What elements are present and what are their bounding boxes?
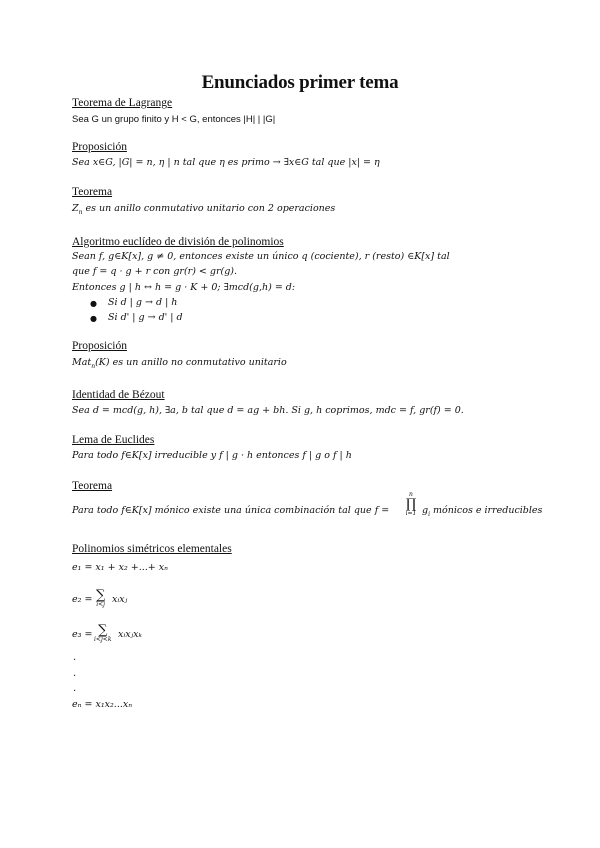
euclidean-bullet-2: Si d' | g → d' | d <box>108 312 183 323</box>
product-symbol: ∏ <box>405 497 417 512</box>
e3-sum-index: i<j<k <box>94 636 112 643</box>
e2-lhs: e₂ = <box>72 594 93 605</box>
en-formula: eₙ = x₁x₂...xₙ <box>72 699 133 710</box>
e1-formula: e₁ = x₁ + x₂ +...+ xₙ <box>72 562 168 573</box>
euclidean-algorithm-line-3: Entonces g | h ↔ h = g · K + 0; ∃mcd(g,h) = d: <box>72 282 296 293</box>
e2-sum-symbol: ∑ <box>96 588 106 603</box>
symmetric-polynomials-heading: Polinomios simétricos elementales <box>72 543 232 555</box>
bezout-statement: Sea d = mcd(g, h), ∃a, b tal que d = ag + bh. Si g, h coprimos, mdc = f, gr(f) = 0. <box>72 405 464 416</box>
ellipsis-dot: . <box>73 683 77 694</box>
e2-sum-index: i<j <box>96 601 106 608</box>
e3-sum-symbol: ∑ <box>98 623 108 638</box>
proposition-2-heading: Proposición <box>72 340 127 352</box>
e3-lhs: e₃ = <box>72 629 93 640</box>
lagrange-heading: Teorema de Lagrange <box>72 97 173 109</box>
theorem-1-text: es un anillo conmutativo unitario con 2 operaciones <box>85 203 336 214</box>
euclidean-algorithm-line-2: que f = q · g + r con gr(r) < gr(g). <box>72 266 238 277</box>
theorem-2-tail <box>422 505 542 518</box>
e3-sum-operator <box>94 624 111 643</box>
proposition-2-subscript: n <box>91 363 96 370</box>
proposition-2-symbol: Mat <box>72 357 92 368</box>
bullet-icon: ● <box>90 314 97 323</box>
e3-rhs: xᵢxⱼxₖ <box>118 629 142 640</box>
theorem-1-statement <box>72 203 335 216</box>
euclidean-bullet-1: Si d | g → d | h <box>108 297 178 308</box>
euclid-lemma-statement: Para todo f∈K[x] irreducible y f | g · h entonces f | g o f | h <box>72 450 352 461</box>
product-upper-limit: n <box>409 491 413 498</box>
euclidean-algorithm-heading: Algoritmo euclídeo de división de polinomios <box>72 236 284 248</box>
proposition-2-statement <box>72 357 287 370</box>
theorem-1-symbol: Z <box>72 203 79 214</box>
theorem-2-tail-text: mónicos e irreducibles <box>433 505 543 516</box>
theorem-2-heading: Teorema <box>72 480 113 492</box>
ellipsis-dot: . <box>73 652 77 663</box>
euclidean-algorithm-line-1: Sean f, g∈K[x], g ≠ 0, entonces existe un único q (cociente), r (resto) ∈K[x] tal <box>72 251 450 262</box>
theorem-2-factor: g <box>422 505 429 516</box>
lagrange-statement: Sea G un grupo finito y H < G, entonces |H| | |G| <box>72 114 276 125</box>
proposition-2-text: (K) es un anillo no conmutativo unitario <box>95 357 287 368</box>
bezout-heading: Identidad de Bézout <box>72 389 165 401</box>
proposition-1-statement: Sea x∈G, |G| = n, η | n tal que η es primo → ∃x∈G tal que |x| = η <box>72 157 380 168</box>
theorem-2-factor-subscript: i <box>428 511 431 518</box>
theorem-2-statement: Para todo f∈K[x] mónico existe una única combinación tal que f = <box>72 505 390 516</box>
product-lower-limit: i=1 <box>405 510 417 517</box>
e2-rhs: xᵢxⱼ <box>112 594 128 605</box>
theorem-1-subscript: n <box>78 209 83 216</box>
bullet-icon: ● <box>90 299 97 308</box>
page-title: Enunciados primer tema <box>201 72 399 93</box>
euclid-lemma-heading: Lema de Euclides <box>72 434 155 446</box>
e2-sum-operator <box>96 589 105 608</box>
ellipsis-dot: . <box>73 668 77 679</box>
proposition-1-heading: Proposición <box>72 141 127 153</box>
theorem-1-heading: Teorema <box>72 186 113 198</box>
product-operator <box>403 492 419 517</box>
